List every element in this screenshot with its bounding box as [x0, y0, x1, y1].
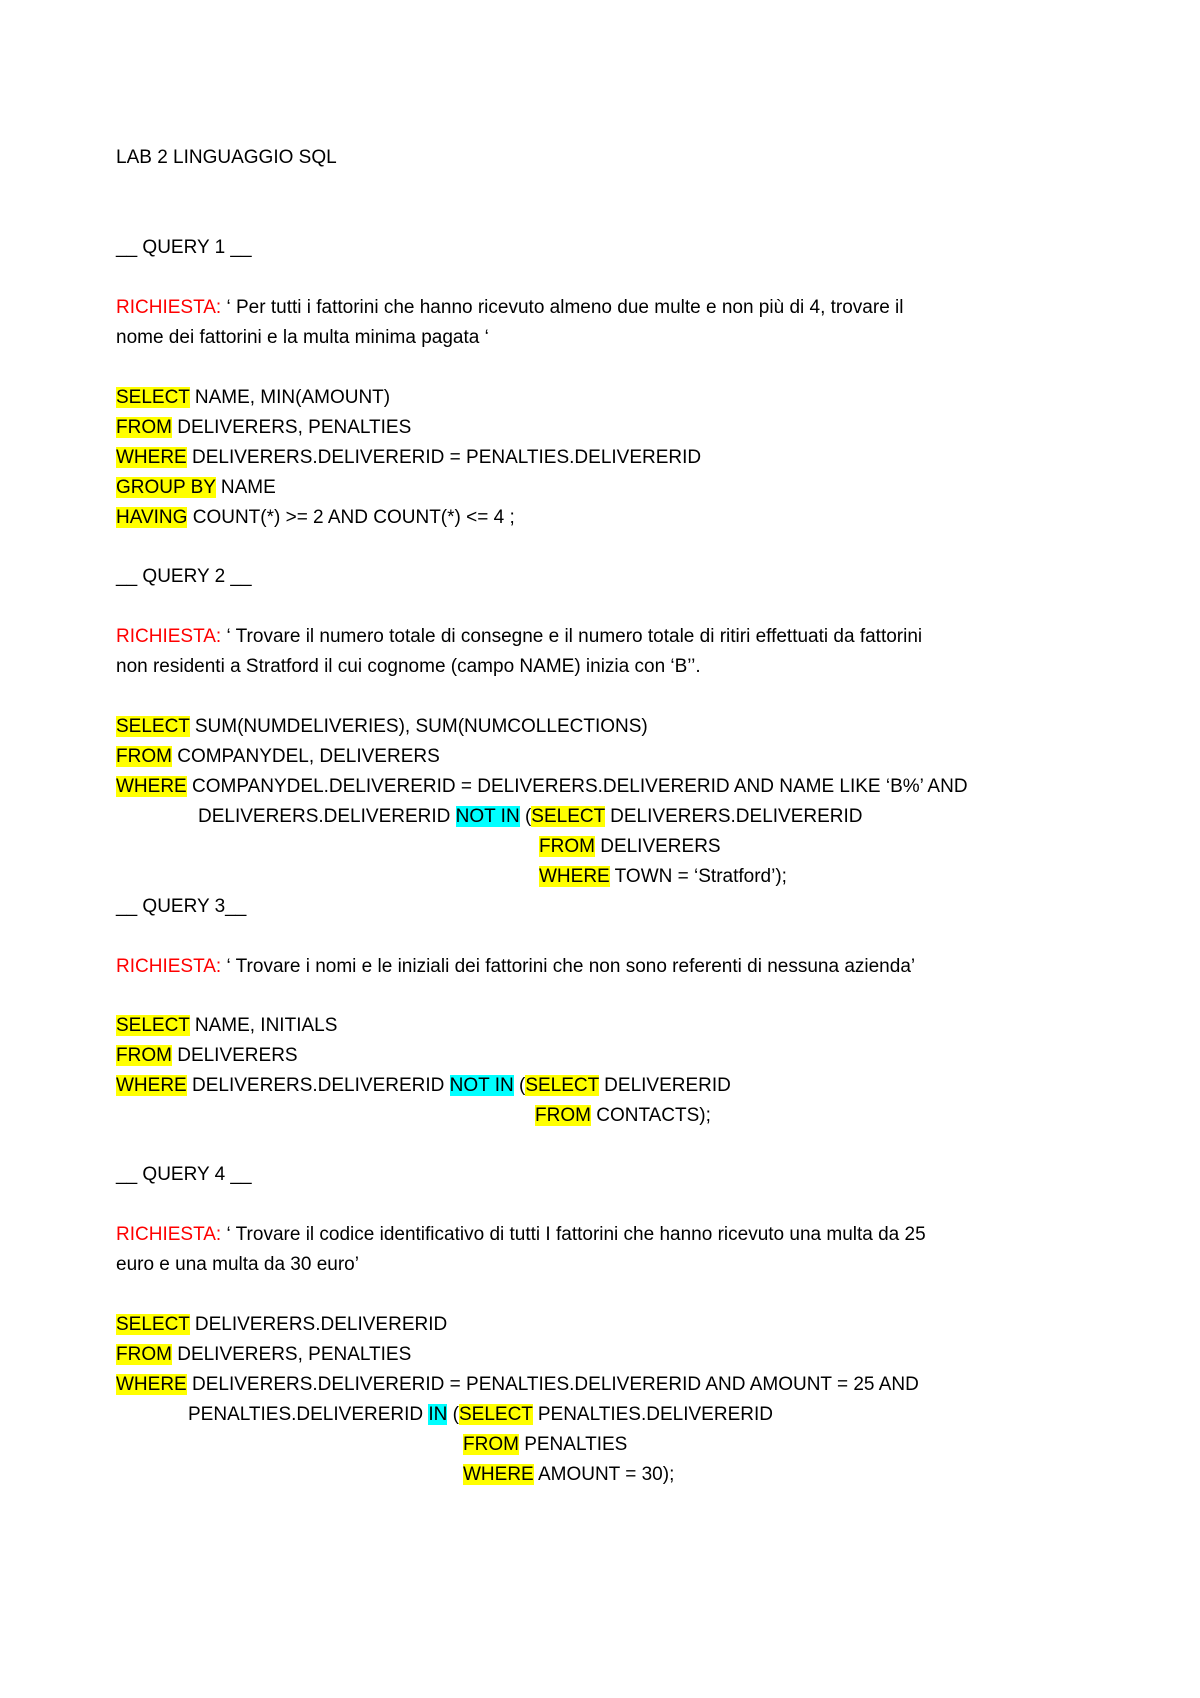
from-keyword: FROM	[116, 746, 172, 767]
subquery-where-keyword: WHERE	[463, 1464, 534, 1485]
subquery-from-tables: CONTACTS);	[590, 1105, 711, 1126]
query-4-subquery-from-line	[463, 1432, 627, 1458]
from-tables: DELIVERERS, PENALTIES	[171, 1344, 412, 1365]
query-4-from-line	[116, 1342, 411, 1368]
query-1-group-by-line	[116, 475, 276, 501]
where-condition: DELIVERERS.DELIVERERID = PENALTIES.DELIVERERID AND AMOUNT = 25 AND	[186, 1374, 919, 1395]
request-text: ‘ Trovare i nomi e le iniziali dei fattorini che non sono referenti di nessuna azienda’	[221, 956, 916, 977]
query-3-where-line	[116, 1073, 731, 1099]
query-1-from-line	[116, 415, 411, 441]
query-3-request-line-1	[116, 954, 915, 980]
from-tables: DELIVERERS	[171, 1045, 298, 1066]
request-label: RICHIESTA:	[116, 297, 222, 318]
from-keyword: FROM	[116, 1045, 172, 1066]
request-text: ‘ Per tutti i fattorini che hanno ricevuto almeno due multe e non più di 4, trovare il	[221, 297, 904, 318]
from-tables: DELIVERERS, PENALTIES	[171, 417, 412, 438]
open-paren: (	[513, 1075, 526, 1096]
query-4-request-line-2: euro e una multa da 30 euro’	[116, 1254, 359, 1275]
query-1-select-line	[116, 385, 390, 411]
query-4-where-line	[116, 1372, 919, 1398]
query-3-subquery-from-line	[535, 1103, 711, 1129]
select-columns: SUM(NUMDELIVERIES), SUM(NUMCOLLECTIONS)	[189, 716, 648, 737]
select-keyword: SELECT	[116, 1015, 190, 1036]
query-1-where-line	[116, 445, 701, 471]
select-columns: DELIVERERS.DELIVERERID	[189, 1314, 448, 1335]
where-keyword: WHERE	[116, 447, 187, 468]
in-operator: IN	[428, 1404, 448, 1425]
query-2-from-line	[116, 744, 440, 770]
select-keyword: SELECT	[116, 716, 190, 737]
where-keyword: WHERE	[116, 1374, 187, 1395]
select-columns: NAME, INITIALS	[189, 1015, 338, 1036]
where-column: DELIVERERS.DELIVERERID	[186, 1075, 450, 1096]
query-2-request-line-2: non residenti a Stratford il cui cognome (campo NAME) inizia con ‘B’’.	[116, 656, 701, 677]
query-3-from-line	[116, 1043, 298, 1069]
having-condition: COUNT(*) >= 2 AND COUNT(*) <= 4 ;	[187, 507, 515, 528]
from-keyword: FROM	[116, 417, 172, 438]
where-column: DELIVERERS.DELIVERERID	[198, 806, 456, 827]
where-keyword: WHERE	[116, 776, 187, 797]
from-keyword: FROM	[116, 1344, 172, 1365]
query-2-select-line	[116, 714, 648, 740]
open-paren: (	[447, 1404, 459, 1425]
select-keyword: SELECT	[116, 387, 190, 408]
not-in-operator: NOT IN	[455, 806, 520, 827]
select-keyword: SELECT	[116, 1314, 190, 1335]
query-1-request-line-2: nome dei fattorini e la multa minima pagata ‘	[116, 327, 489, 348]
where-column: PENALTIES.DELIVERERID	[188, 1404, 429, 1425]
where-condition: DELIVERERS.DELIVERERID = PENALTIES.DELIVERERID	[186, 447, 702, 468]
subquery-where-keyword: WHERE	[539, 866, 610, 887]
subquery-from-keyword: FROM	[539, 836, 595, 857]
request-label: RICHIESTA:	[116, 956, 222, 977]
query-4-header: __ QUERY 4 __	[116, 1164, 252, 1185]
query-2-request-line-1	[116, 624, 922, 650]
subquery-select-keyword: SELECT	[459, 1404, 533, 1425]
subquery-select-keyword: SELECT	[525, 1075, 599, 1096]
query-2-subquery-where-line	[539, 864, 787, 890]
subquery-select-columns: PENALTIES.DELIVERERID	[532, 1404, 773, 1425]
where-condition: COMPANYDEL.DELIVERERID = DELIVERERS.DELIVERERID AND NAME LIKE ‘B%’ AND	[186, 776, 968, 797]
subquery-where-condition: TOWN = ‘Stratford’);	[609, 866, 787, 887]
subquery-select-columns: DELIVERERS.DELIVERERID	[604, 806, 863, 827]
query-1-header: __ QUERY 1 __	[116, 237, 252, 258]
group-by-keyword: GROUP BY	[116, 477, 216, 498]
query-4-request-line-1	[116, 1222, 926, 1248]
query-4-select-line	[116, 1312, 447, 1338]
query-2-where-continuation	[198, 804, 863, 830]
request-label: RICHIESTA:	[116, 626, 222, 647]
query-4-where-continuation	[188, 1402, 773, 1428]
query-4-subquery-where-line	[463, 1462, 674, 1488]
request-text: ‘ Trovare il codice identificativo di tutti I fattorini che hanno ricevuto una multa da 25	[221, 1224, 926, 1245]
request-text: ‘ Trovare il numero totale di consegne e il numero totale di ritiri effettuati da fattorini	[221, 626, 923, 647]
having-keyword: HAVING	[116, 507, 188, 528]
subquery-from-tables: PENALTIES	[518, 1434, 628, 1455]
not-in-operator: NOT IN	[449, 1075, 514, 1096]
open-paren: (	[519, 806, 532, 827]
query-1-request-line-1	[116, 295, 903, 321]
query-2-where-line	[116, 774, 968, 800]
query-3-header: __ QUERY 3__	[116, 896, 247, 917]
where-keyword: WHERE	[116, 1075, 187, 1096]
subquery-select-keyword: SELECT	[531, 806, 605, 827]
subquery-from-tables: DELIVERERS	[594, 836, 721, 857]
subquery-where-condition: AMOUNT = 30);	[533, 1464, 675, 1485]
request-label: RICHIESTA:	[116, 1224, 222, 1245]
query-3-select-line	[116, 1013, 337, 1039]
page-title: LAB 2 LINGUAGGIO SQL	[116, 147, 337, 168]
select-columns: NAME, MIN(AMOUNT)	[189, 387, 391, 408]
query-1-having-line	[116, 505, 515, 531]
query-2-header: __ QUERY 2 __	[116, 566, 252, 587]
group-by-columns: NAME	[215, 477, 276, 498]
subquery-select-columns: DELIVERERID	[598, 1075, 731, 1096]
subquery-from-keyword: FROM	[463, 1434, 519, 1455]
query-2-subquery-from-line	[539, 834, 721, 860]
from-tables: COMPANYDEL, DELIVERERS	[171, 746, 440, 767]
subquery-from-keyword: FROM	[535, 1105, 591, 1126]
